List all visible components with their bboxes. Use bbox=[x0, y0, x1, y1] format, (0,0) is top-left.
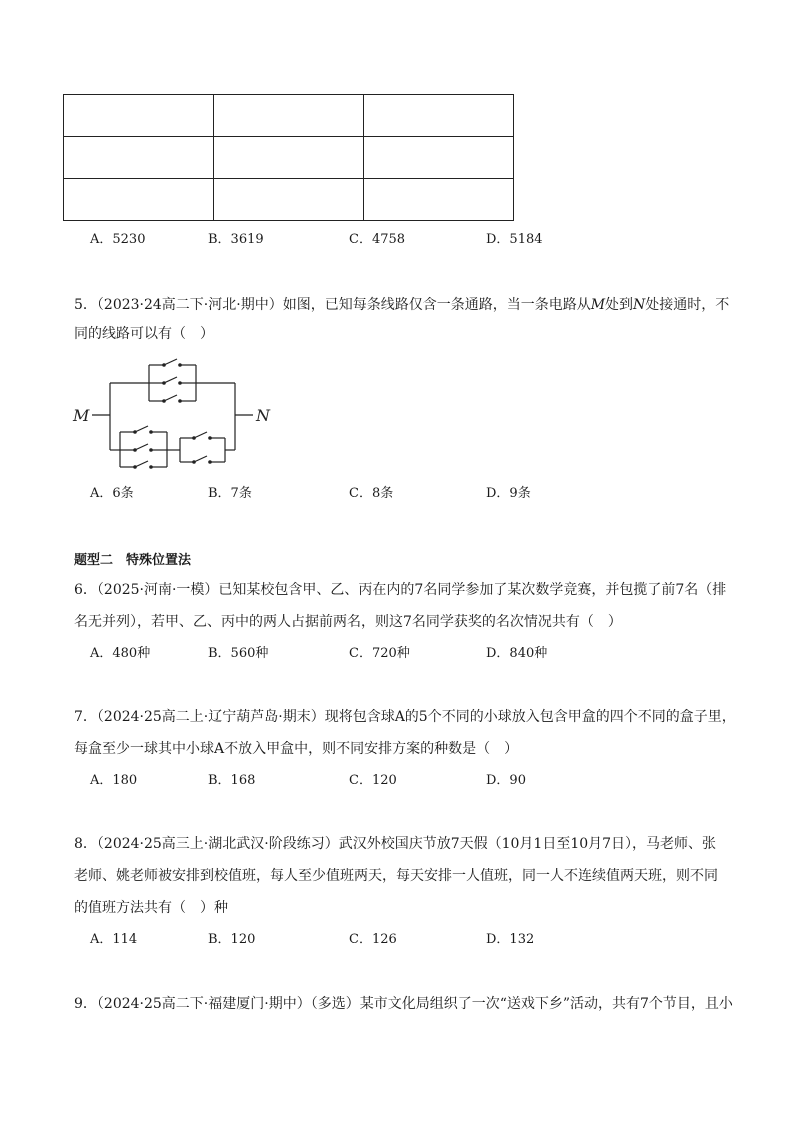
table-cell bbox=[214, 95, 364, 137]
q8-stem-line3: 的值班方法共有（ ）种 bbox=[74, 900, 228, 916]
q4-table bbox=[63, 94, 514, 221]
table-cell bbox=[214, 137, 364, 179]
circuit-label-m: M bbox=[73, 406, 90, 425]
q4-option-d: D．5184 bbox=[486, 232, 543, 247]
q4-option-c: C．4758 bbox=[349, 232, 406, 247]
table-cell bbox=[364, 179, 514, 221]
q6-stem-line2: 名无并列），若甲、乙、丙中的两人占据前两名，则这7名同学获奖的名次情况共有（ ） bbox=[74, 614, 622, 630]
q5-stem-line1 bbox=[74, 296, 729, 314]
table-cell bbox=[364, 95, 514, 137]
q7-option-d: D．90 bbox=[486, 773, 526, 788]
q5-option-d: D．9条 bbox=[486, 486, 531, 501]
q8-option-a: A．114 bbox=[90, 932, 138, 947]
q5-var-m: M bbox=[590, 297, 606, 313]
q7-option-b: B．168 bbox=[208, 773, 256, 788]
table-cell bbox=[364, 137, 514, 179]
q6-stem-line1: 6．（2025·河南·一模）已知某校包含甲、乙、丙在内的7名同学参加了某次数学竞赛，并包揽了前7名（排 bbox=[74, 582, 727, 598]
q6-option-d: D．840种 bbox=[486, 646, 548, 661]
section-heading: 题型二 特殊位置法 bbox=[74, 553, 192, 568]
table-cell bbox=[64, 95, 214, 137]
table-row bbox=[64, 179, 514, 221]
q7-stem-line1: 7．（2024·25高二上·辽宁葫芦岛·期末）现将包含球A的5个不同的小球放入包含甲盒的四个不同的盒子里， bbox=[74, 709, 736, 725]
table-cell bbox=[64, 137, 214, 179]
q8-option-c: C．126 bbox=[349, 932, 397, 947]
q7-stem-line2: 每盒至少一球其中小球A不放入甲盒中，则不同安排方案的种数是（ ） bbox=[74, 741, 519, 757]
table-cell bbox=[214, 179, 364, 221]
q5-text: 5．（2023·24高二下·河北·期中）如图，已知每条线路仅含一条通路，当一条电路从 bbox=[74, 297, 591, 313]
q6-option-a: A．480种 bbox=[90, 646, 151, 661]
table-row bbox=[64, 95, 514, 137]
table-row bbox=[64, 137, 514, 179]
circuit-diagram bbox=[70, 350, 280, 475]
circuit-label-n: N bbox=[256, 406, 270, 425]
q8-option-d: D．132 bbox=[486, 932, 535, 947]
q5-stem-line2: 同的线路可以有（ ） bbox=[74, 326, 214, 342]
q8-stem-line1: 8．（2024·25高三上·湖北武汉·阶段练习）武汉外校国庆节放7天假（10月1日至10月7日），马老师、张 bbox=[74, 836, 717, 852]
q6-option-c: C．720种 bbox=[349, 646, 410, 661]
q6-option-b: B．560种 bbox=[208, 646, 269, 661]
q5-var-n: N bbox=[633, 297, 646, 313]
q8-option-b: B．120 bbox=[208, 932, 256, 947]
q4-option-a: A．5230 bbox=[90, 232, 146, 247]
table-cell bbox=[64, 179, 214, 221]
q9-stem-line1: 9．（2024·25高二下·福建厦门·期中）（多选）某市文化局组织了一次“送戏下乡”活动，共有7个节目，且小 bbox=[74, 996, 733, 1012]
q7-option-a: A．180 bbox=[90, 773, 138, 788]
q5-option-b: B．7条 bbox=[208, 486, 252, 501]
q7-option-c: C．120 bbox=[349, 773, 397, 788]
q4-option-b: B．3619 bbox=[208, 232, 264, 247]
q5-text-mid: 处到 bbox=[605, 297, 634, 313]
q5-option-c: C．8条 bbox=[349, 486, 394, 501]
q5-option-a: A．6条 bbox=[90, 486, 134, 501]
q5-text-end: 处接通时，不 bbox=[645, 297, 730, 313]
q8-stem-line2: 老师、姚老师被安排到校值班，每人至少值班两天，每天安排一人值班，同一人不连续值两天班，则不同 bbox=[74, 868, 718, 884]
